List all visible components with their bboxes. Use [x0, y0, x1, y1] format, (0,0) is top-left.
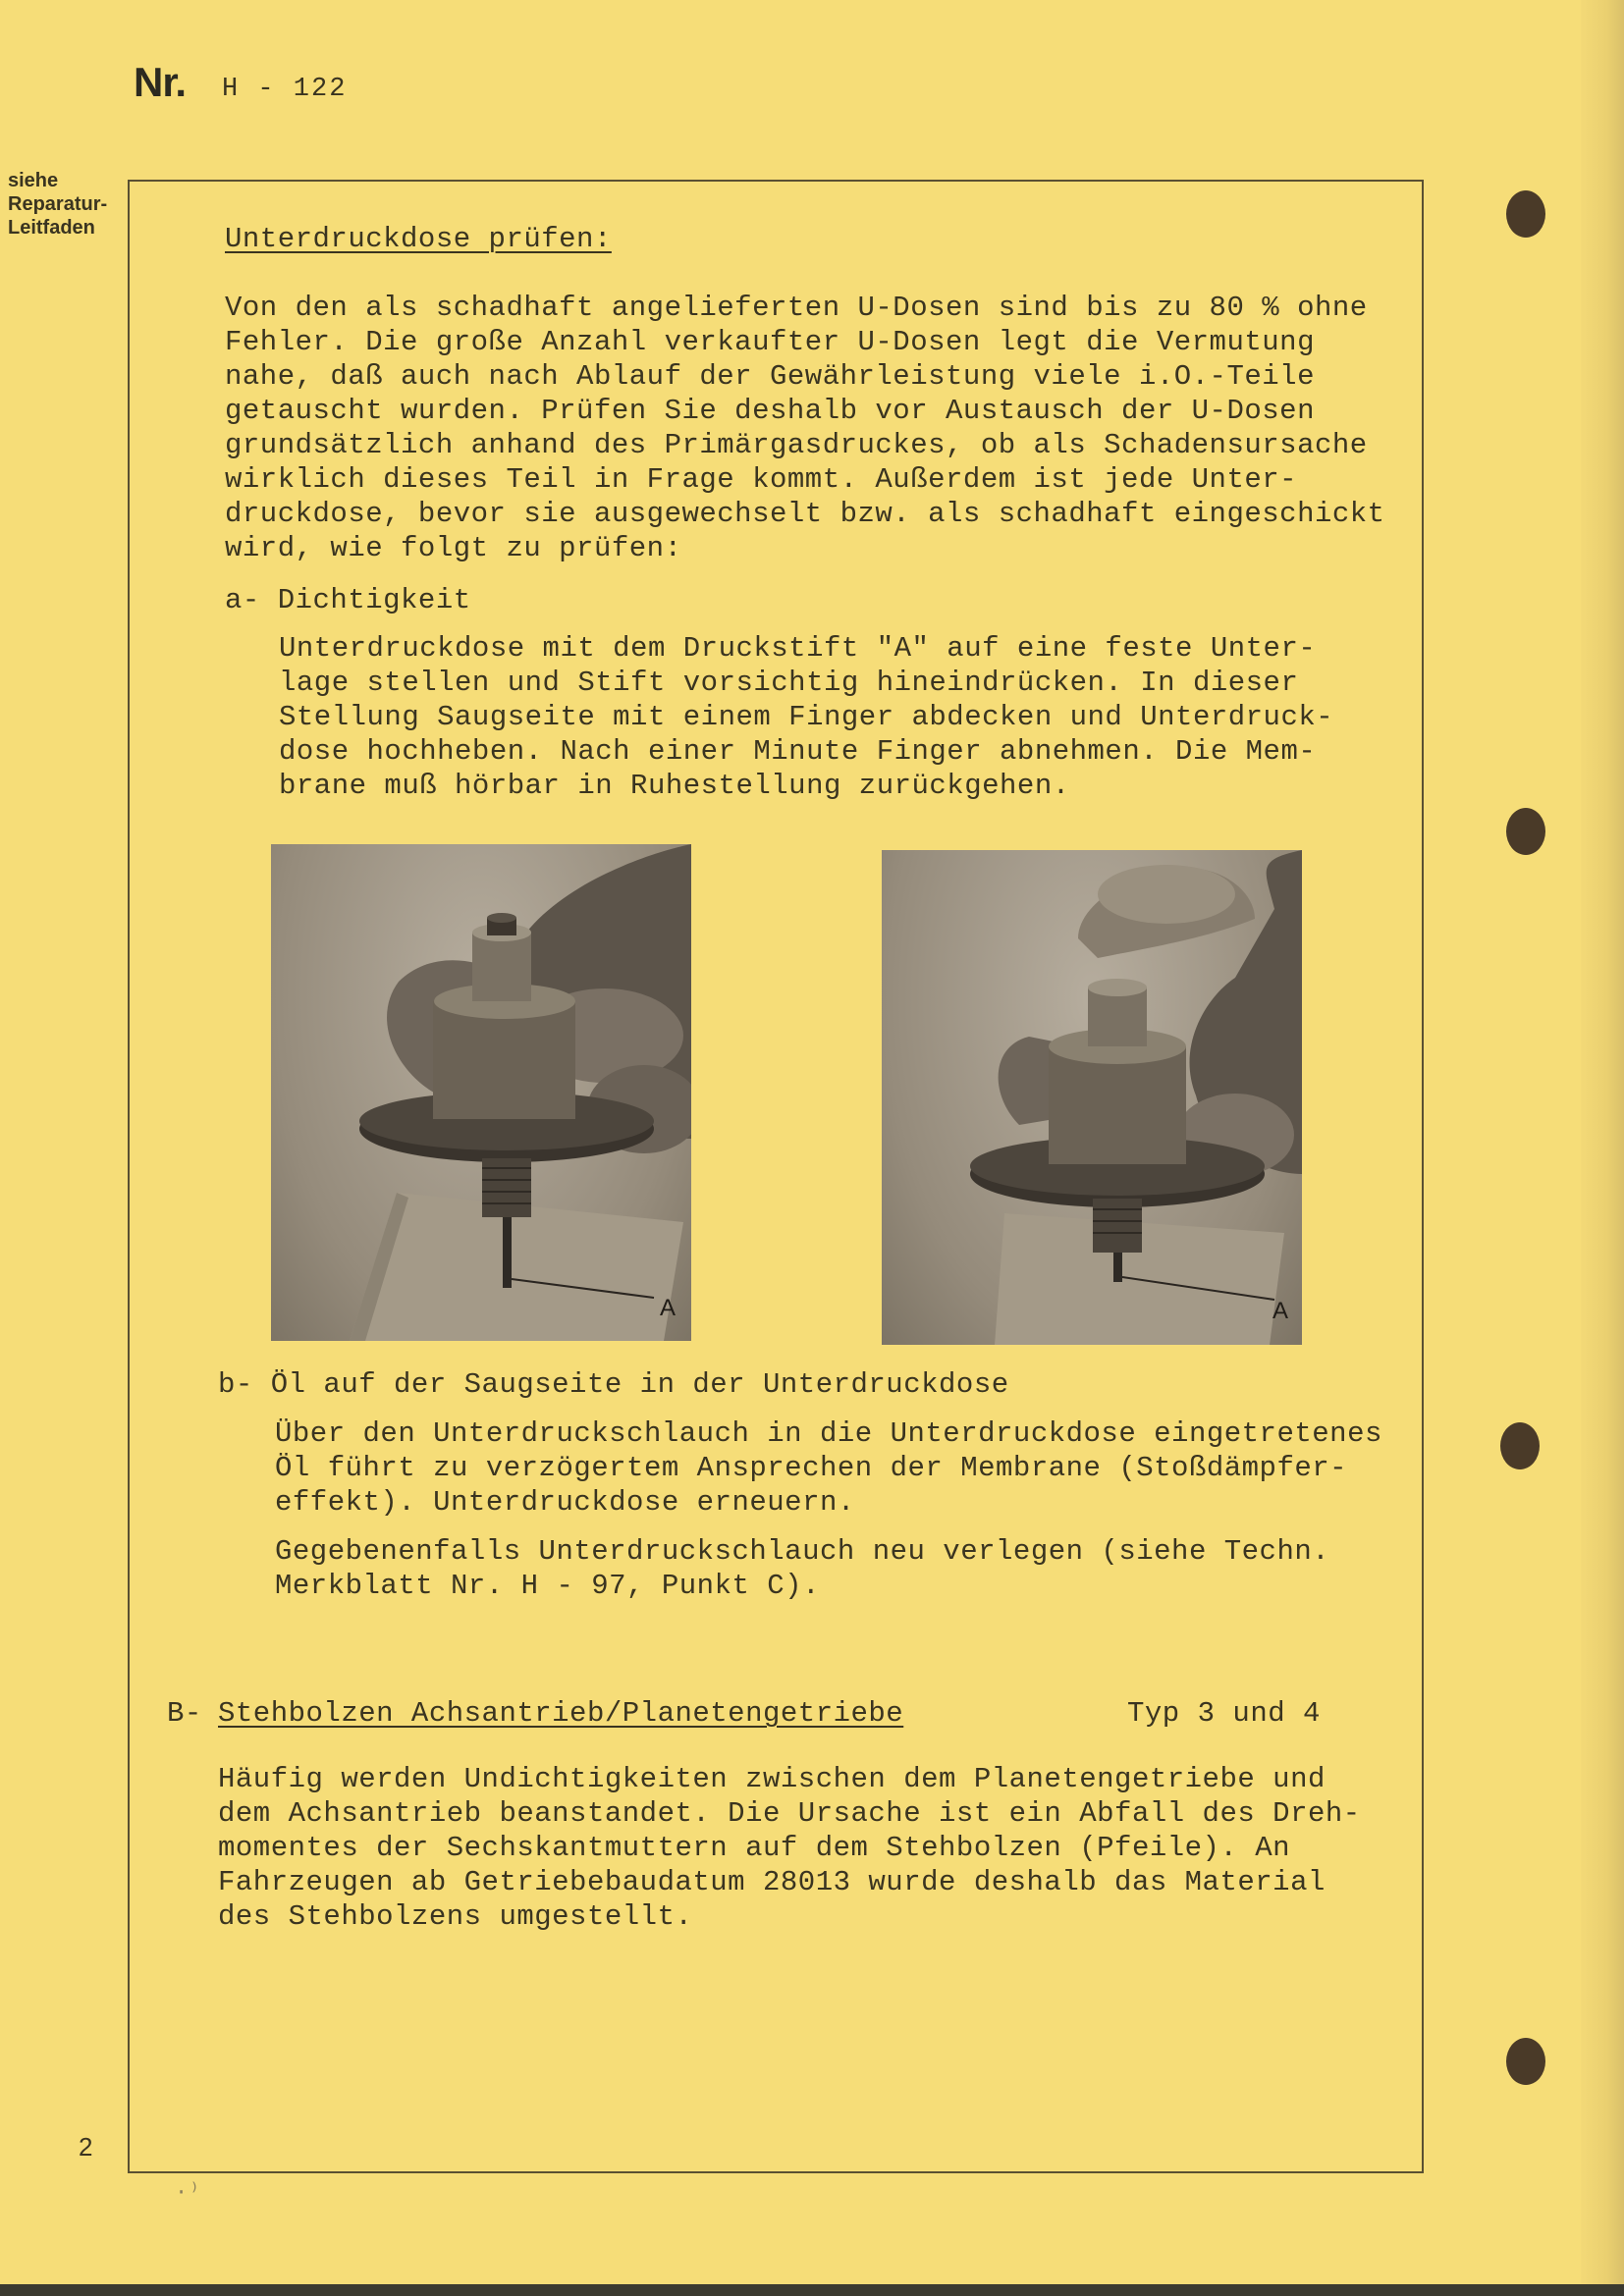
- paragraph-line: Merkblatt Nr. H - 97, Punkt C).: [275, 1570, 820, 1602]
- paragraph-line: wird, wie folgt zu prüfen:: [225, 532, 682, 564]
- punch-hole: [1506, 2038, 1545, 2085]
- paragraph-line: momentes der Sechskantmuttern auf dem Stehbolzen (Pfeile). An: [218, 1832, 1291, 1864]
- paragraph-line: Stellung Saugseite mit einem Finger abdecken und Unterdruck-: [279, 701, 1334, 733]
- paragraph-line: Unterdruckdose mit dem Druckstift "A" auf eine feste Unter-: [279, 632, 1317, 665]
- punch-hole: [1506, 190, 1545, 238]
- paragraph-line: wirklich dieses Teil in Frage kommt. Außerdem ist jede Unter-: [225, 463, 1298, 496]
- paragraph-line: nahe, daß auch nach Ablauf der Gewährleistung viele i.O.-Teile: [225, 360, 1315, 393]
- item-b-title: b- Öl auf der Saugseite in der Unterdruckdose: [218, 1368, 1009, 1401]
- paragraph-line: Häufig werden Undichtigkeiten zwischen dem Planetengetriebe und: [218, 1763, 1326, 1795]
- paragraph-line: brane muß hörbar in Ruhestellung zurückgehen.: [279, 770, 1070, 802]
- item-a-title: a- Dichtigkeit: [225, 584, 471, 616]
- pin-label-a: A: [660, 1295, 677, 1321]
- side-note-line: Leitfaden: [8, 217, 95, 239]
- paragraph-line: getauscht wurden. Prüfen Sie deshalb vor Austausch der U-Dosen: [225, 395, 1315, 427]
- page-number: 2: [79, 2132, 93, 2162]
- pencil-mark: ·⁾: [175, 2180, 201, 2205]
- document-number: H - 122: [222, 75, 348, 104]
- paper-edge: [1581, 0, 1624, 2296]
- section-b-heading: Stehbolzen Achsantrieb/Planetengetriebe: [218, 1697, 904, 1730]
- paragraph-line: Gegebenenfalls Unterdruckschlauch neu verlegen (siehe Techn.: [275, 1535, 1330, 1568]
- paragraph-line: Über den Unterdruckschlauch in die Unterdruckdose eingetretenes: [275, 1417, 1382, 1450]
- punch-hole: [1500, 1422, 1540, 1469]
- vehicle-type-note: Typ 3 und 4: [1127, 1697, 1321, 1730]
- paragraph-line: dem Achsantrieb beanstandet. Die Ursache ist ein Abfall des Dreh-: [218, 1797, 1361, 1830]
- paragraph-line: Fahrzeugen ab Getriebebaudatum 28013 wurde deshalb das Material: [218, 1866, 1326, 1898]
- side-note: [8, 169, 107, 240]
- paragraph-line: Öl führt zu verzögertem Ansprechen der Membrane (Stoßdämpfer-: [275, 1452, 1348, 1484]
- paragraph-line: druckdose, bevor sie ausgewechselt bzw. als schadhaft eingeschickt: [225, 498, 1385, 530]
- paragraph-line: lage stellen und Stift vorsichtig hineindrücken. In dieser: [279, 667, 1299, 699]
- pin-label-a: A: [1272, 1298, 1289, 1324]
- nr-label: Nr.: [134, 59, 187, 105]
- paragraph-line: dose hochheben. Nach einer Minute Finger abnehmen. Die Mem-: [279, 735, 1317, 768]
- paragraph-line: des Stehbolzens umgestellt.: [218, 1900, 693, 1933]
- photo-pressing-pin: [271, 844, 691, 1341]
- side-note-line: Reparatur-: [8, 193, 108, 215]
- section-b-prefix: B-: [167, 1697, 202, 1730]
- scan-bottom-edge: [0, 2284, 1624, 2296]
- photo-covering-suction-side: [882, 850, 1302, 1345]
- paragraph-line: Von den als schadhaft angelieferten U-Dosen sind bis zu 80 % ohne: [225, 292, 1368, 324]
- paragraph-line: grundsätzlich anhand des Primärgasdruckes, ob als Schadensursache: [225, 429, 1368, 461]
- section-heading: Unterdruckdose prüfen:: [225, 223, 612, 255]
- paragraph-line: Fehler. Die große Anzahl verkaufter U-Dosen legt die Vermutung: [225, 326, 1315, 358]
- punch-hole: [1506, 808, 1545, 855]
- side-note-line: siehe: [8, 170, 59, 191]
- paragraph-line: effekt). Unterdruckdose erneuern.: [275, 1486, 855, 1519]
